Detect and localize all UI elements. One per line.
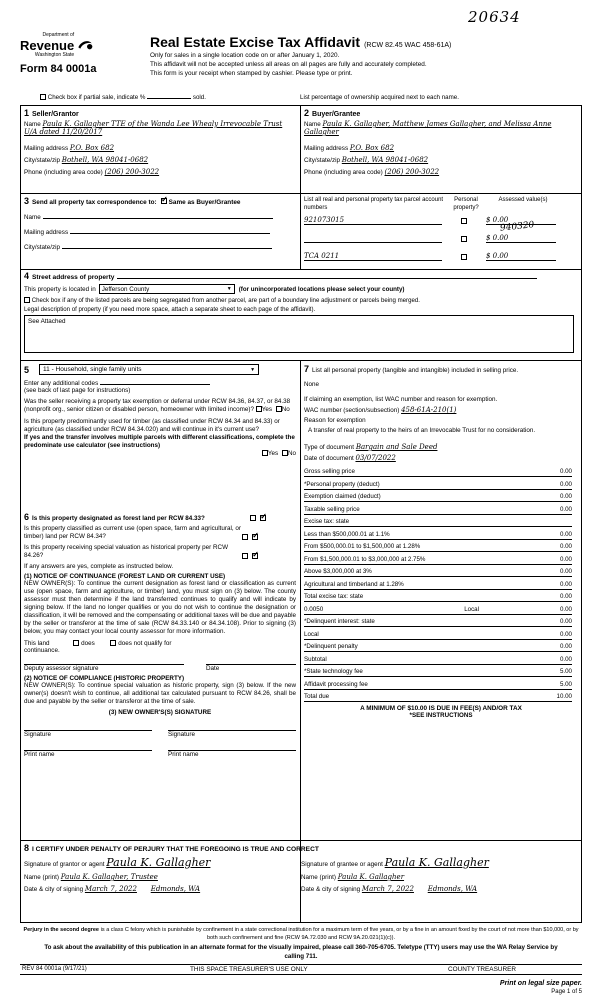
- parcel-account-number[interactable]: TCA 0211: [304, 252, 442, 261]
- does-label: does: [81, 640, 95, 647]
- page-title: Real Estate Excise Tax Affidavit: [150, 34, 361, 50]
- price-line: [304, 555, 572, 565]
- perjury-text: is a class C felony which is punishable by confinement in a state correctional institution for a maximum term of five years, or by a fine in an amount fixed by the court of not more than $10,000, or by both such confinement and fine (RCW 9A.72.030 and RCW 9A.20.021(1)(c)).: [100, 927, 579, 941]
- section-6-designations: [24, 512, 296, 758]
- document-type-value[interactable]: Bargain and Sale Deed: [355, 443, 438, 451]
- revenue-swoosh-icon: [77, 38, 93, 54]
- section-3-label: Send all property tax correspondence to:: [32, 199, 157, 206]
- reason-exemption-value[interactable]: A transfer of real property to the heirs of an Irrevocable Trust for no consideration.: [308, 427, 536, 434]
- price-line-value[interactable]: 5.00: [559, 680, 572, 688]
- price-line-label: Local: [304, 630, 319, 638]
- exempt-no-checkbox[interactable]: [276, 406, 282, 412]
- price-line-label: *State technology fee: [304, 668, 363, 675]
- forest-yes-checkbox[interactable]: [250, 515, 256, 521]
- section-5-number: 5: [24, 364, 30, 375]
- buyer-name-value[interactable]: Paula K. Gallagher, Matthew James Gallagher, and Melissa Anne Gallagher: [304, 120, 552, 136]
- parcel-account-number[interactable]: 921073015: [304, 216, 442, 225]
- price-line-value[interactable]: 0.00: [559, 643, 572, 650]
- does-not-label: does not qualify for: [118, 640, 172, 647]
- table-row: [304, 252, 578, 261]
- table-row: [304, 234, 578, 243]
- local-rate: 0.0050: [304, 605, 324, 613]
- grantee-city-value[interactable]: Edmonds, WA: [427, 885, 478, 893]
- price-line: [304, 617, 572, 627]
- price-line-value[interactable]: 0.00: [559, 468, 572, 475]
- seller-name-label: Name: [24, 121, 41, 128]
- corr-mailing-value[interactable]: [70, 233, 270, 234]
- section-2-buyer: [304, 108, 578, 176]
- price-line-label: Gross selling price: [304, 468, 355, 475]
- price-line: [304, 505, 572, 515]
- assessed-value[interactable]: $ 0.00: [486, 216, 556, 225]
- seller-exemption-question: Was the seller receiving a property tax exemption or deferral under RCW 84.36, 84.37, or 84.38 (nonprofit org., senior citizen or disabled person, homeowner with limited income)?: [24, 398, 291, 413]
- land-use-code-select[interactable]: [39, 364, 259, 375]
- section-3-number: 3: [24, 196, 30, 206]
- notice-continuance-title: (1) NOTICE OF CONTINUANCE (FOREST LAND OR CURRENT USE): [24, 573, 226, 580]
- header-note-3: This form is your receipt when stamped by cashier. Please type or print.: [150, 70, 353, 77]
- corr-citystate-value[interactable]: [62, 248, 272, 249]
- chevron-down-icon: ▼: [226, 286, 232, 292]
- historic-question: Is this property receiving special valuation as historical property per RCW 84.26?: [24, 544, 229, 559]
- price-line-label: *Delinquent interest: state: [304, 618, 375, 625]
- price-line: [304, 467, 572, 477]
- price-line-label: Above $3,000,000 at 3%: [304, 568, 372, 575]
- price-line: [304, 567, 572, 577]
- parcel-table: [304, 196, 578, 270]
- price-line-label: From $1,500,000.01 to $3,000,000 at 2.75%: [304, 555, 426, 563]
- divider-vertical-bottom: [300, 360, 301, 923]
- top-handwritten-number: 20634: [468, 8, 521, 26]
- price-line: [304, 580, 572, 590]
- price-line-label: Affidavit processing fee: [304, 680, 368, 688]
- grantee-printname-value[interactable]: Paula K. Gallagher: [337, 873, 405, 881]
- current-use-question: Is this property classified as current use (open space, farm and agricultural, or timber) land per RCW 84.34?: [24, 525, 241, 540]
- new-owner-signature-1[interactable]: Signature: [24, 730, 152, 738]
- forest-land-question: Is this property designated as forest land per RCW 84.33?: [32, 515, 205, 522]
- assessed-annotation: 940320: [499, 220, 535, 234]
- timber-question: Is this property predominantly used for timber (as classified under RCW 84.34 and 84.33) or agriculture (as classified under RCW 84.34.020) and will continue in it's current use?: [24, 418, 280, 433]
- partial-sale-suffix: sold.: [192, 94, 206, 101]
- grantor-city-value[interactable]: Edmonds, WA: [150, 885, 201, 893]
- street-address-value[interactable]: [117, 278, 537, 279]
- section-4-title: Street address of property: [32, 274, 115, 281]
- seller-mailing-label: Mailing address: [24, 145, 69, 152]
- this-land-label: This land: [24, 640, 50, 647]
- section-8-number: 8: [24, 843, 30, 853]
- price-line-value[interactable]: 0.00: [559, 530, 572, 538]
- section-1-seller: [24, 108, 296, 176]
- timber-note: If yes and the transfer involves multiple parcels with different classifications, complete the predominate use calculator (see instructions): [24, 434, 295, 449]
- price-line: [304, 542, 572, 552]
- section-7-title: List all personal property (tangible and intangible) included in selling price.: [312, 367, 519, 374]
- exempt-yes-checkbox[interactable]: [256, 406, 262, 412]
- currentuse-yes-checkbox[interactable]: [242, 534, 248, 540]
- divider-footer: [20, 964, 582, 965]
- grantor-printname-label: Name (print): [24, 874, 59, 881]
- ownership-note: List percentage of ownership acquired next to each name.: [300, 94, 459, 101]
- price-line-value[interactable]: 0.00: [559, 505, 572, 513]
- legal-size-note: Print on legal size paper.: [499, 980, 582, 987]
- document-type-label: Type of document: [304, 444, 355, 451]
- buyer-phone-label: Phone (including area code): [304, 169, 383, 176]
- partial-sale-checkbox[interactable]: [40, 94, 46, 100]
- price-line-label: Excise tax: state: [304, 518, 350, 525]
- seller-citystate-label: City/state/zip: [24, 157, 61, 164]
- divider-footer-2: [20, 974, 582, 975]
- new-owner-signature-2[interactable]: Signature: [168, 730, 296, 738]
- forest-no-checkbox[interactable]: [260, 515, 266, 521]
- price-line: [304, 605, 572, 615]
- price-line: [304, 492, 572, 502]
- form-number: Form 84 0001a: [20, 63, 97, 75]
- price-line: [304, 592, 572, 602]
- see-instructions-note: *SEE INSTRUCTIONS: [409, 711, 473, 719]
- personal-property-checkbox[interactable]: [442, 218, 486, 225]
- additional-codes-input[interactable]: [100, 384, 210, 385]
- historic-yes-checkbox[interactable]: [242, 553, 248, 559]
- seller-phone-label: Phone (including area code): [24, 169, 103, 176]
- price-line-value[interactable]: 0.00: [559, 580, 572, 588]
- segregation-checkbox[interactable]: [24, 297, 30, 303]
- new-owner-signature-title: (3) NEW OWNER'S(S) SIGNATURE: [108, 709, 212, 716]
- land-use-code-value: 11 - Household, single family units: [43, 366, 142, 373]
- assessed-value[interactable]: $ 0.00: [486, 234, 556, 243]
- divider-vertical-top: [300, 105, 301, 269]
- section-7-number: 7: [304, 364, 310, 374]
- chevron-down-icon-2: ▼: [250, 366, 256, 373]
- continuance-label: continuance.: [24, 647, 60, 654]
- grantor-signature-label: Signature of grantor or agent: [24, 861, 105, 868]
- seller-mailing-value[interactable]: P.O. Box 682: [69, 144, 115, 152]
- availability-note: To ask about the availability of this publication in an alternate format for the visually impaired, please call 360-705-6705. Teletype (TTY) users may use the WA Relay Service by calling 711.: [44, 944, 558, 960]
- section-1-number: 1: [24, 108, 30, 118]
- same-as-buyer-label: Same as Buyer/Grantee: [168, 199, 241, 206]
- price-line-value[interactable]: 0.00: [559, 493, 572, 500]
- price-line: [304, 480, 572, 490]
- price-line: [304, 630, 572, 640]
- parcel-header: List all real and personal property tax parcel account numbers: [304, 197, 444, 211]
- buyer-citystate-value[interactable]: Bothell, WA 98041-0682: [341, 156, 429, 164]
- exemption-claim-label: If claiming an exemption, list WAC number and reason for exemption.: [304, 396, 498, 403]
- section-2-number: 2: [304, 108, 310, 118]
- buyer-phone-value[interactable]: (206) 200-3022: [384, 168, 440, 176]
- section-4-number: 4: [24, 271, 30, 281]
- price-line-label: Taxable selling price: [304, 505, 360, 513]
- personal-property-header: Personal property?: [453, 197, 479, 211]
- county-note: (for unincorporated locations please select your county): [238, 285, 405, 293]
- rev-number: REV 84 0001a (9/17/21): [22, 966, 87, 972]
- price-line-label: Exemption claimed (deduct): [304, 493, 381, 500]
- wac-number-label: WAC number (section/subsection): [304, 407, 400, 414]
- price-line-value[interactable]: 0.00: [559, 630, 572, 638]
- buyer-mailing-value[interactable]: P.O. Box 682: [349, 144, 395, 152]
- price-line-label: *Delinquent penalty: [304, 643, 358, 650]
- price-line-label: Agricultural and timberland at 1.28%: [304, 580, 404, 588]
- notice-compliance-title: (2) NOTICE OF COMPLIANCE (HISTORIC PROPERTY): [24, 675, 185, 682]
- section-1-title: Seller/Grantor: [32, 111, 79, 118]
- deputy-assessor-date-label[interactable]: Date: [206, 664, 296, 672]
- form-title-block: [150, 34, 580, 78]
- seller-citystate-value[interactable]: Bothell, WA 98041-0682: [61, 156, 149, 164]
- deputy-assessor-signature-label[interactable]: Deputy assessor signature: [24, 664, 184, 672]
- perjury-note: [20, 926, 582, 942]
- price-line: [304, 517, 572, 527]
- dept-line1: Department of: [42, 32, 75, 38]
- price-line: [304, 530, 572, 540]
- price-line-label: Subtotal: [304, 655, 327, 663]
- personal-property-value[interactable]: None: [304, 381, 320, 388]
- price-line-label: Total excise tax: state: [304, 593, 364, 600]
- dept-line2: Revenue: [20, 38, 75, 53]
- partial-sale-label: Check box if partial sale, indicate %: [47, 94, 146, 101]
- price-line-value[interactable]: 0.00: [559, 618, 572, 625]
- price-line-value[interactable]: 0.00: [559, 655, 572, 663]
- notice-continuance-body: NEW OWNER(S): To continue the current designation as forest land or classification as current use (open space, farm and agriculture, or timber) land, you must sign on (3) below. The county assessor must then determine if the land transferred continues to qualify and will indicate by signing below. If the land no longer qualifies or you do not wish to continue the designation or classification, it will be removed and the compensating or additional taxes will be due and payable by the seller or transferor at the time of sale (RCW 84.33.140 or 84.34.108). Prior to signing (3) below, you may contact your local county assessor for more information.: [24, 580, 296, 635]
- price-line: [304, 680, 572, 690]
- county-value: Jefferson County: [101, 285, 150, 293]
- if-any-yes-note: If any answers are yes, complete as instructed below.: [24, 563, 174, 570]
- timber-no-label: No: [287, 450, 296, 457]
- legal-description-value: See Attached: [28, 318, 66, 325]
- corr-mailing-label: Mailing address: [24, 229, 69, 236]
- certification-title: I CERTIFY UNDER PENALTY OF PERJURY THAT THE FOREGOING IS TRUE AND CORRECT: [32, 846, 319, 853]
- personal-property-checkbox[interactable]: [442, 236, 486, 243]
- price-line: [304, 655, 572, 665]
- price-line-value[interactable]: 0.00: [559, 480, 572, 488]
- price-line: [304, 692, 572, 702]
- minimum-due-note: A MINIMUM OF $10.00 IS DUE IN FEE(S) AND/OR TAX: [360, 704, 522, 712]
- timber-yes-label: Yes: [267, 450, 279, 457]
- corr-name-label: Name: [24, 214, 41, 221]
- header-note-1: Only for sales in a single location code on or after January 1, 2020.: [150, 52, 340, 59]
- assessed-value[interactable]: $ 0.00: [486, 252, 556, 261]
- exempt-yes-label: Yes: [261, 406, 272, 413]
- new-owner-printname-2[interactable]: Print name: [168, 750, 296, 758]
- buyer-citystate-label: City/state/zip: [304, 157, 341, 164]
- section-7-price: [304, 364, 578, 719]
- buyer-mailing-label: Mailing address: [304, 145, 349, 152]
- partial-sale-percent-input[interactable]: [147, 98, 191, 99]
- treasurer-use-label: THIS SPACE TREASURER'S USE ONLY: [190, 966, 308, 973]
- segregation-text: Check box if any of the listed parcels are being segregated from another parcel, are part of a boundary line adjustment or parcels being merged.: [31, 297, 420, 304]
- legal-description-label: Legal description of property (if you need more space, attach a separate sheet to each page of the affidavit).: [24, 306, 316, 313]
- section-5-use-code: [24, 364, 296, 457]
- buyer-name-label: Name: [304, 121, 321, 128]
- table-row: [304, 216, 578, 225]
- price-line-label: Less than $500,000.01 at 1.1%: [304, 530, 390, 538]
- price-line-value[interactable]: 0.00: [559, 568, 572, 575]
- title-reference: (RCW 82.45 WAC 458-61A): [364, 42, 452, 49]
- price-line-label: *Personal property (deduct): [304, 480, 380, 488]
- price-line-label: Local: [464, 605, 479, 613]
- price-line-value[interactable]: 0.00: [559, 593, 572, 600]
- same-as-buyer-checkbox[interactable]: [161, 198, 167, 204]
- corr-name-value[interactable]: [43, 218, 273, 219]
- price-line: [304, 667, 572, 677]
- section-2-title: Buyer/Grantee: [312, 111, 361, 118]
- exempt-no-label: No: [281, 406, 290, 413]
- divider-h-1: [20, 193, 582, 194]
- price-line-label: From $500,000.01 to $1,500,000 at 1.28%: [304, 543, 421, 550]
- does-qualify-checkbox[interactable]: [73, 640, 79, 646]
- document-date-label: Date of document: [304, 455, 354, 462]
- parcel-account-number[interactable]: [304, 234, 442, 243]
- divider-h-4: [20, 840, 582, 841]
- timber-no-checkbox[interactable]: [282, 450, 288, 456]
- page-number: Page 1 of 5: [551, 989, 582, 995]
- grantor-printname-value[interactable]: Paula K. Gallagher, Trustee: [60, 873, 158, 881]
- grantor-signature-value[interactable]: Paula K. Gallagher: [106, 856, 211, 869]
- grantee-signature-value[interactable]: Paula K. Gallagher: [384, 856, 489, 869]
- additional-codes-note: (see back of last page for instructions): [24, 387, 131, 394]
- price-line-value[interactable]: 10.00: [556, 693, 572, 700]
- dept-line3: Washington State: [34, 52, 75, 58]
- personal-property-checkbox[interactable]: [442, 254, 486, 261]
- seller-name-value[interactable]: Paula K. Gallagher TTE of the Wanda Lee Whealy Irrevocable Trust U/A dated 11/20/2017: [24, 120, 283, 136]
- historic-no-checkbox[interactable]: [252, 553, 258, 559]
- divider-h-3: [20, 360, 582, 361]
- dor-logo: [20, 32, 140, 75]
- new-owner-printname-1[interactable]: Print name: [24, 750, 152, 758]
- corr-citystate-label: City/state/zip: [24, 244, 61, 251]
- grantor-date-label: Date & city of signing: [24, 886, 84, 893]
- grantor-date-value[interactable]: March 7, 2022: [84, 885, 137, 893]
- price-line-value[interactable]: 0.00: [559, 605, 572, 613]
- county-treasurer-label: COUNTY TREASURER: [448, 966, 516, 973]
- section-6-number: 6: [24, 512, 30, 522]
- grantee-printname-label: Name (print): [301, 874, 336, 881]
- price-line: [304, 642, 572, 652]
- seller-phone-value[interactable]: (206) 200-3022: [104, 168, 160, 176]
- grantee-date-label: Date & city of signing: [301, 886, 361, 893]
- perjury-bold: Perjury in the second degree: [23, 927, 99, 933]
- header-note-2: This affidavit will not be accepted unless all areas on all pages are fully and accurately completed.: [150, 61, 427, 68]
- grantee-signature-label: Signature of grantee or agent: [301, 861, 383, 868]
- section-3-correspondence: [24, 196, 296, 251]
- section-4-address: [24, 271, 578, 353]
- notice-compliance-body: NEW OWNER(S): To continue special valuation as historic property, sign (3) below. If the new owner(s) doesn't wish to continue, all additional tax calculated pursuant to RCW 84.26, shall be due and payable by the seller or transferor at the time of sale.: [24, 682, 296, 705]
- county-select[interactable]: [99, 284, 235, 294]
- additional-codes-label: Enter any additional codes: [24, 380, 99, 387]
- wac-number-value[interactable]: 458-61A-210(1): [401, 406, 457, 414]
- price-line-label: Total due: [304, 693, 330, 700]
- price-line-value[interactable]: 0.00: [559, 543, 572, 550]
- document-date-value[interactable]: 03/07/2022: [355, 454, 396, 462]
- reason-exemption-label: Reason for exemption: [304, 417, 366, 424]
- section-8-certification: [24, 843, 578, 893]
- timber-yes-checkbox[interactable]: [262, 450, 268, 456]
- does-not-qualify-checkbox[interactable]: [110, 640, 116, 646]
- currentuse-no-checkbox[interactable]: [252, 534, 258, 540]
- price-line-value[interactable]: 0.00: [559, 555, 572, 563]
- grantee-date-value[interactable]: March 7, 2022: [361, 885, 414, 893]
- located-in-label: This property is located in: [24, 285, 96, 293]
- price-line-value[interactable]: 5.00: [559, 668, 572, 675]
- assessed-value-header: Assessed value(s): [498, 197, 548, 203]
- legal-description-box[interactable]: [24, 315, 574, 353]
